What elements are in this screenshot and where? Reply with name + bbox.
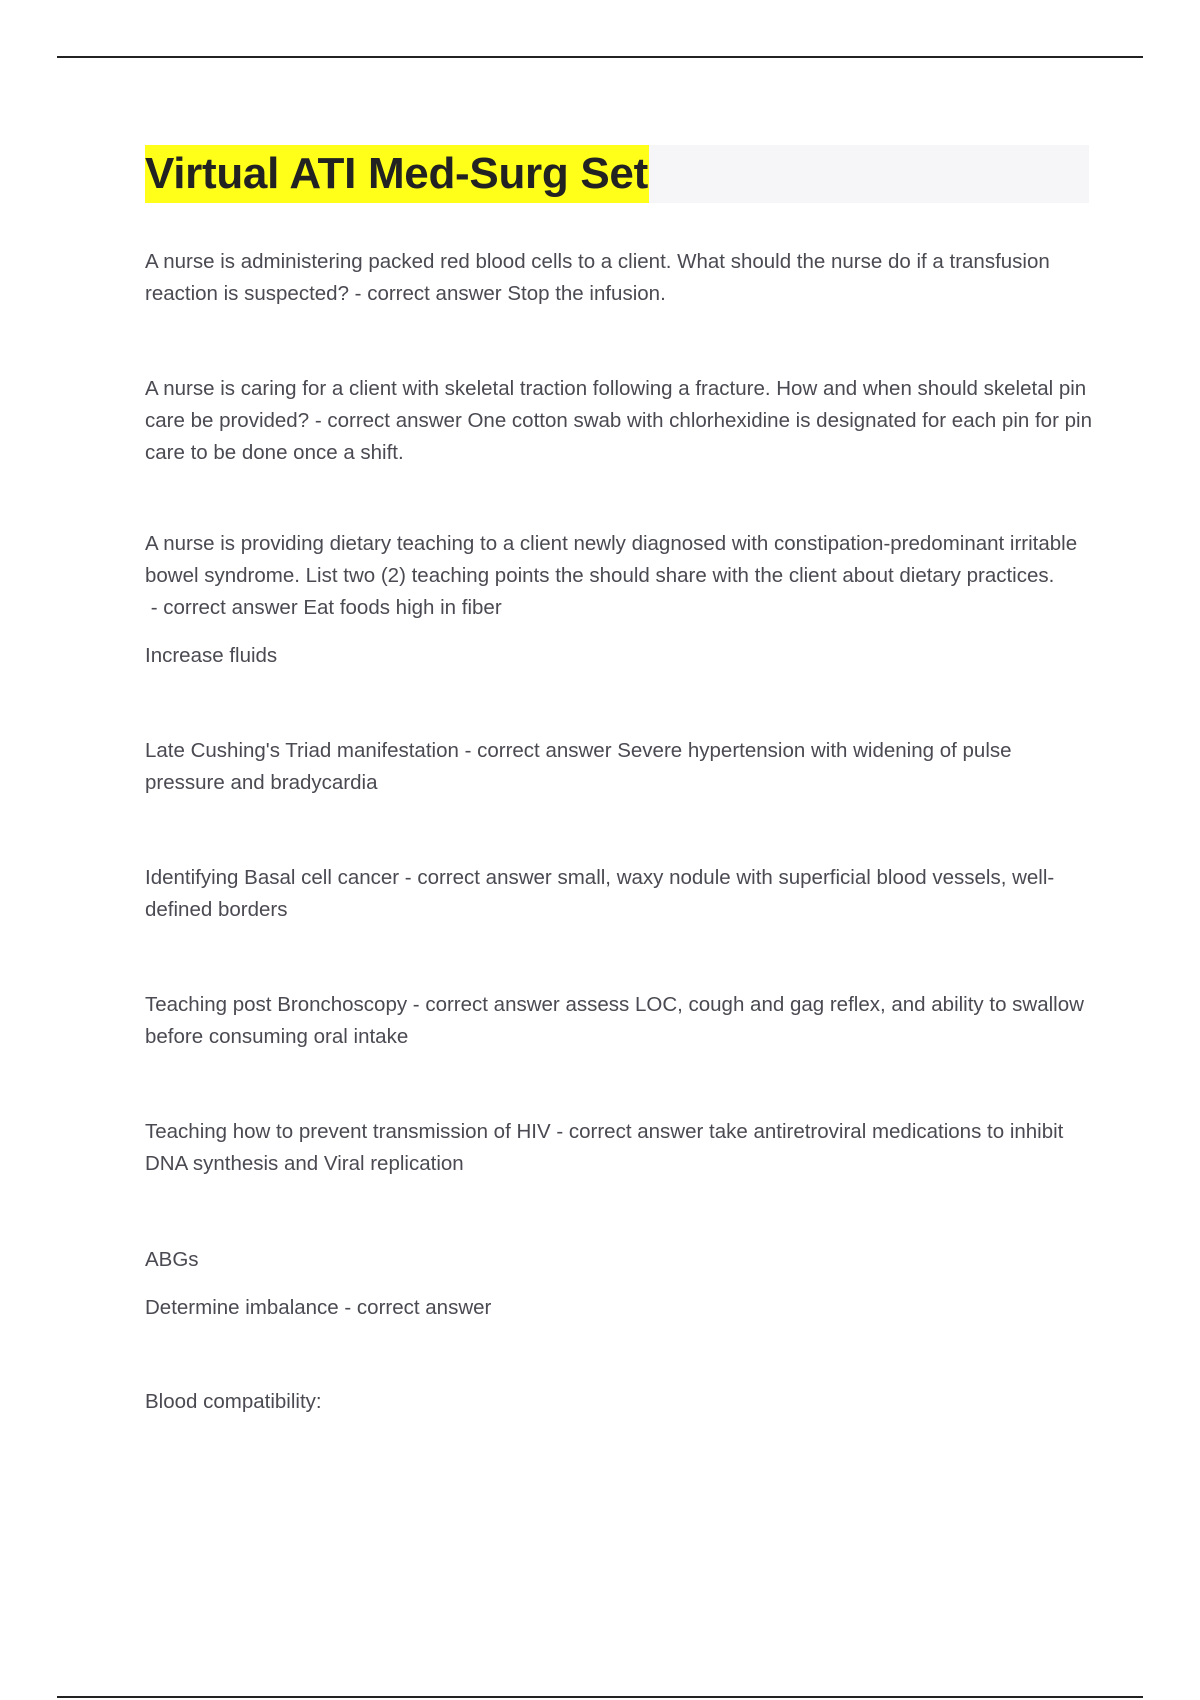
qa-item xyxy=(145,1116,1095,1180)
document-body xyxy=(145,246,1095,1418)
question-text: Late Cushing's Triad manifestation xyxy=(145,739,459,762)
question-text: Teaching how to prevent transmission of HIV xyxy=(145,1120,551,1143)
answer-text: One cotton swab with chlorhexidine is designated for each pin for pin care to be done once a shift. xyxy=(145,409,1092,464)
determine-imbalance-line: Determine imbalance - correct answer xyxy=(145,1296,492,1319)
qa-item xyxy=(145,862,1095,926)
question-text: A nurse is administering packed red blood cells to a client. What should the nurse do if a transfusion reaction is suspected? xyxy=(145,250,1050,305)
answer-text: Stop the infusion. xyxy=(507,282,666,305)
qa-item xyxy=(145,373,1095,469)
answer-text: small, waxy nodule with superficial blood vessels, well-defined borders xyxy=(145,866,1055,921)
page-top-rule xyxy=(57,56,1143,58)
answer-separator: - correct answer xyxy=(309,409,468,432)
answer-separator: - correct answer xyxy=(550,1120,710,1143)
answer-separator: - correct answer xyxy=(407,993,566,1016)
answer-continuation: Increase fluids xyxy=(145,644,278,667)
answer-separator: - correct answer xyxy=(399,866,558,889)
qa-item xyxy=(145,735,1095,799)
page-bottom-rule xyxy=(57,1696,1143,1698)
answer-text: take antiretroviral medications to inhibit DNA synthesis and Viral replication xyxy=(145,1120,1064,1175)
abgs-heading: ABGs xyxy=(145,1248,199,1271)
answer-text: Eat foods high in fiber xyxy=(303,596,502,619)
question-text: A nurse is providing dietary teaching to a client newly diagnosed with constipation-predominant irritable bowel syndrome. List two (2) teaching points the should share with the client about dietary practices. xyxy=(145,532,1078,587)
answer-separator: - correct answer xyxy=(458,739,618,762)
qa-item xyxy=(145,528,1095,624)
document-title: Virtual ATI Med-Surg Set xyxy=(145,145,649,203)
question-text: Identifying Basal cell cancer xyxy=(145,866,400,889)
qa-item xyxy=(145,246,1095,310)
question-text: A nurse is caring for a client with skeletal traction following a fracture. How and when should skeletal pin care be provided? xyxy=(145,377,1087,432)
question-text: Teaching post Bronchoscopy xyxy=(145,993,408,1016)
answer-text: assess LOC, cough and gag reflex, and ability to swallow before consuming oral intake xyxy=(145,993,1084,1048)
answer-text: Severe hypertension with widening of pulse pressure and bradycardia xyxy=(145,739,1012,794)
answer-separator: - correct answer xyxy=(145,596,304,619)
qa-item xyxy=(145,989,1095,1053)
answer-separator: - correct answer xyxy=(348,282,508,305)
blood-compatibility-line: Blood compatibility: xyxy=(145,1390,322,1413)
